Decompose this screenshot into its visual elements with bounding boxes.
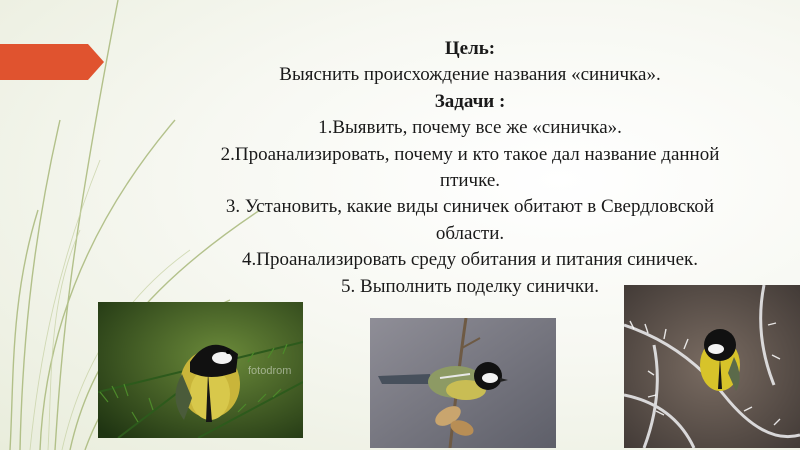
task-item: 4.Проанализировать среду обитания и питания синичек. [242,249,698,271]
photo-watermark: fotodrom [248,365,292,377]
photo-tit-on-frosty-branch [624,285,800,448]
task-item: птичке. [439,170,501,192]
task-item: 3. Установить, какие виды синичек обитают в Свердловской [225,196,715,218]
task-item: области. [435,222,505,244]
task-item: 1.Выявить, почему все же «синичка». [318,117,622,139]
task-item: 2.Проанализировать, почему и кто такое дал название данной [220,143,720,165]
photo-tit-on-twig [370,318,556,448]
accent-arrow [0,44,104,80]
goal-text: Выяснить происхождение названия «синичка». [279,64,661,86]
goal-heading: Цель: [444,38,496,59]
photo-tit-on-fir [98,302,303,438]
text-content [140,36,800,300]
tasks-heading: Задачи : [434,90,506,112]
task-item: 5. Выполнить поделку синички. [341,275,599,297]
